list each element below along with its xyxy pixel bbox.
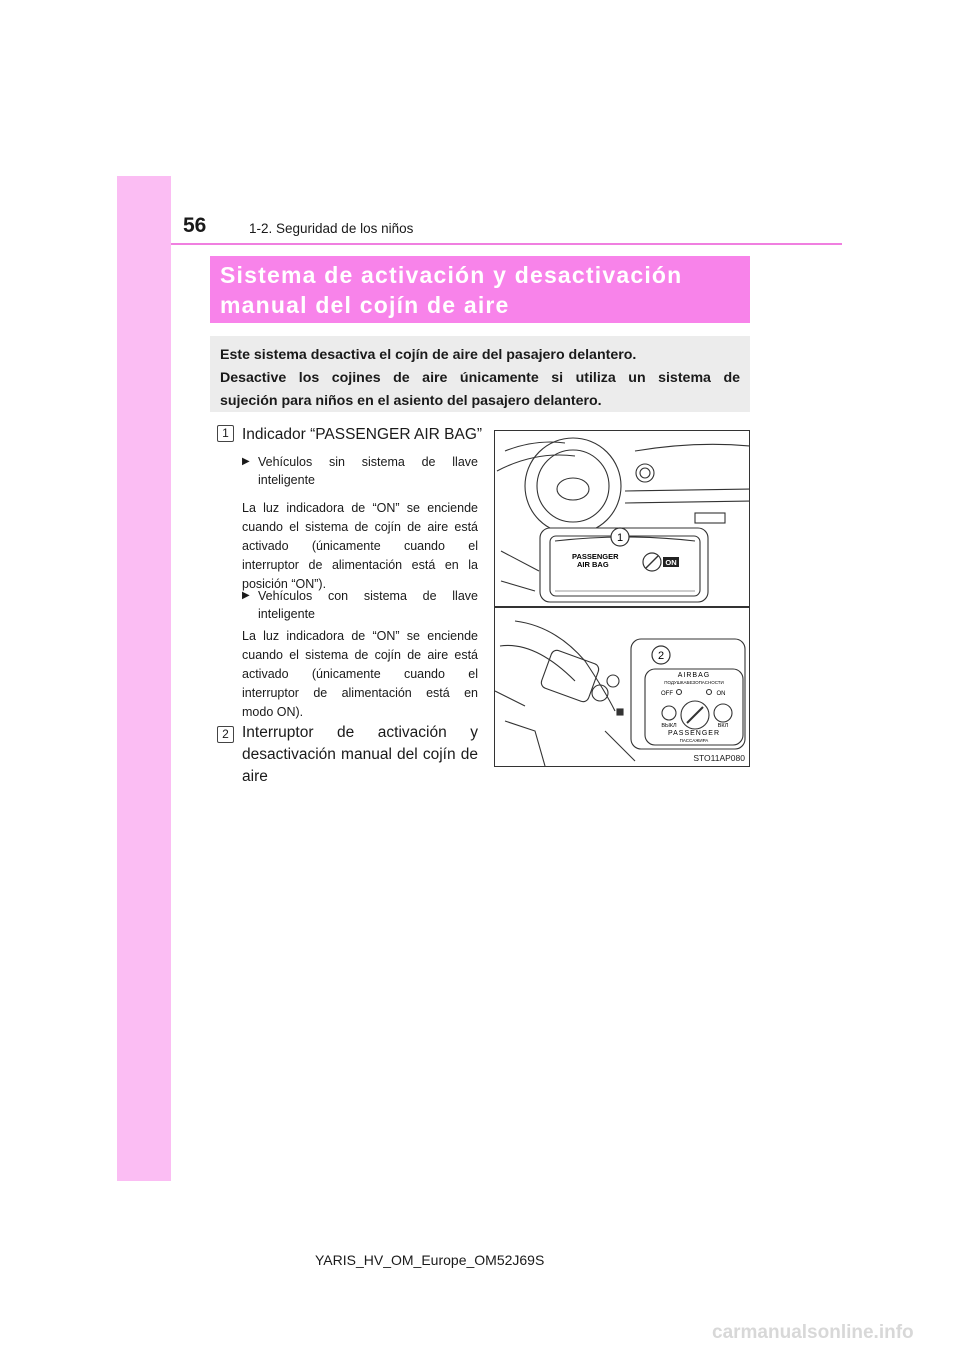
sub-2-label	[242, 587, 478, 623]
switch-off-label: OFF	[661, 691, 673, 697]
item-2-heading-3: aire	[242, 768, 268, 785]
page-number: 56	[183, 214, 207, 237]
sub-1-text-5: posición “ON”).	[242, 577, 327, 591]
illustration-svg	[495, 431, 750, 767]
arrow-icon: ▶	[242, 590, 250, 601]
title-line-2: manual del cojín de aire	[220, 292, 510, 318]
sub-2-text-2: cuando el sistema de cojín de aire está	[242, 648, 478, 662]
watermark: carmanualsonline.info	[712, 1322, 914, 1343]
switch-passenger-label: PASSENGER	[667, 730, 721, 737]
indicator-on-label: ON	[665, 558, 677, 567]
sub-1-label	[242, 453, 478, 489]
intro-box	[210, 336, 750, 412]
switch-off-ru-label: ВЫКЛ	[661, 723, 677, 729]
callout-1: 1	[616, 532, 624, 544]
footer-doc-id: YARIS_HV_OM_Europe_OM52J69S	[315, 1252, 545, 1268]
sub-2-label-line-2: inteligente	[258, 607, 315, 621]
header-rule	[171, 243, 842, 245]
side-tab-strip	[117, 176, 171, 1181]
sub-1-text-1: La luz indicadora de “ON” se enciende	[242, 501, 478, 515]
sub-2-text-4: interruptor de alimentación está en	[242, 686, 478, 700]
intro-line-2: Desactive los cojines de aire únicamente si utiliza un sistema de	[220, 370, 740, 386]
indicator-passenger-label: PASSENGER	[572, 552, 619, 561]
sub-2-label-line-1: Vehículos con sistema de llave	[258, 589, 478, 603]
switch-passenger-ru-label: ПАССАЖИРА	[679, 738, 709, 743]
switch-airbag-ru-label: ПОДУШКАБЕЗОПАСНОСТИ	[664, 680, 724, 685]
item-2-heading-1: Interruptor de activación y	[242, 724, 478, 741]
section-title: 1-2. Seguridad de los niños	[249, 221, 414, 236]
intro-line-3: sujeción para niños en el asiento del pasajero delantero.	[220, 393, 602, 409]
sub-2-text-5: modo ON).	[242, 705, 304, 719]
indicator-airbag-label: AIR BAG	[577, 560, 609, 569]
sub-2-text-3: activado (únicamente cuando el	[242, 667, 478, 681]
item-1-heading: Indicador “PASSENGER AIR BAG”	[242, 426, 483, 443]
arrow-icon: ▶	[242, 456, 250, 467]
switch-on-label: ON	[716, 691, 726, 697]
sub-1-text-2: cuando el sistema de cojín de aire está	[242, 520, 478, 534]
item-2-marker: 2	[217, 726, 234, 743]
intro-line-1: Este sistema desactiva el cojín de aire del pasajero delantero.	[220, 347, 637, 363]
switch-airbag-label: AIRBAG	[677, 672, 711, 679]
item-1-marker: 1	[217, 425, 234, 442]
item-2-heading-2: desactivación manual del cojín de	[242, 746, 478, 763]
sub-1-label-line-2: inteligente	[258, 473, 315, 487]
figure-code: STO11AP080	[693, 753, 745, 763]
title-banner	[210, 256, 750, 323]
callout-2: 2	[657, 650, 665, 662]
sub-1-text-3: activado (únicamente cuando el	[242, 539, 478, 553]
airbag-illustration	[494, 430, 750, 767]
sub-2-text-1: La luz indicadora de “ON” se enciende	[242, 629, 478, 643]
sub-1-text-4: interruptor de alimentación está en la	[242, 558, 478, 572]
title-line-1: Sistema de activación y desactivación	[220, 262, 683, 288]
sub-1-label-line-1: Vehículos sin sistema de llave	[258, 455, 478, 469]
switch-on-ru-label: ВКЛ	[717, 723, 729, 729]
